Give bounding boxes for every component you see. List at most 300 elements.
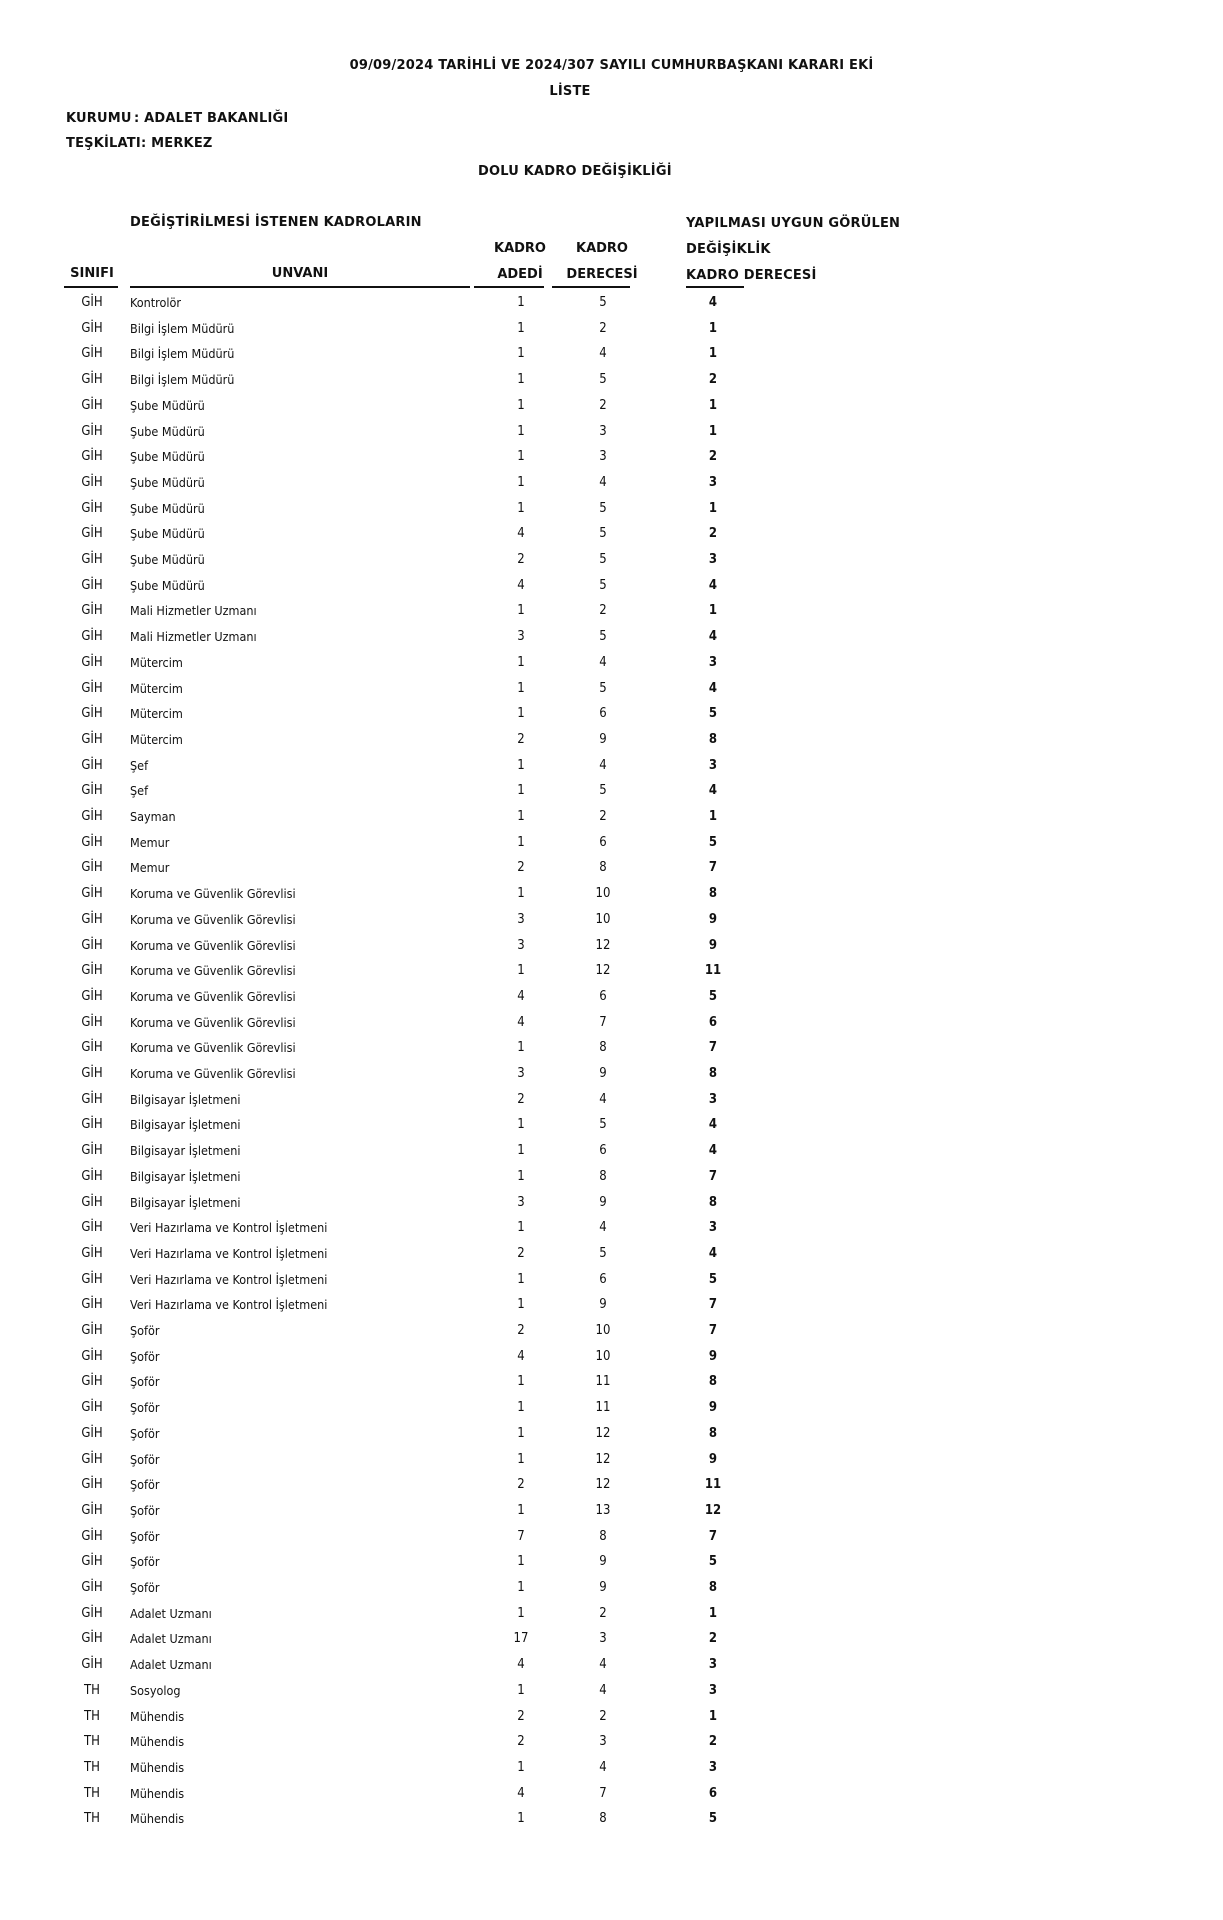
row-unvani: Kontrolör: [130, 295, 182, 310]
row-degisiklik-derecesi: 1: [708, 809, 718, 824]
row-kadro-adedi: 1: [517, 834, 525, 850]
row-degisiklik-derecesi: 7: [708, 1323, 718, 1338]
row-degisiklik-derecesi: 4: [708, 577, 718, 593]
row-kadro-derecesi: 5: [599, 1245, 607, 1261]
table-row: [0, 1344, 1223, 1369]
row-kadro-adedi: 1: [517, 603, 525, 619]
right-group-title-2: DEĞİŞİKLİK: [686, 242, 771, 257]
row-unvani: Şoför: [130, 1580, 160, 1595]
col-derecesi: DERECESİ: [566, 267, 638, 282]
row-kadro-derecesi: 5: [599, 500, 607, 516]
table-row: [0, 1549, 1223, 1574]
row-kadro-derecesi: 9: [599, 1297, 607, 1313]
row-sinifi: GİH: [81, 783, 103, 799]
right-group-title-1: YAPILMASI UYGUN GÖRÜLEN: [686, 216, 901, 231]
row-sinifi: TH: [84, 1682, 100, 1698]
row-kadro-adedi: 1: [517, 500, 525, 516]
row-sinifi: GİH: [81, 1194, 103, 1210]
row-kadro-derecesi: 8: [599, 860, 607, 876]
row-unvani: Adalet Uzmanı: [130, 1631, 212, 1647]
row-sinifi: GİH: [81, 1451, 103, 1467]
row-kadro-derecesi: 5: [599, 295, 607, 310]
row-unvani: Şube Müdürü: [130, 397, 205, 413]
table-row: [0, 1267, 1223, 1292]
row-unvani: Sosyolog: [130, 1682, 181, 1698]
row-sinifi: GİH: [81, 1477, 103, 1493]
teskilati-value: : MERKEZ: [141, 136, 213, 151]
row-kadro-derecesi: 4: [599, 1091, 607, 1107]
table-row: [0, 907, 1223, 932]
row-sinifi: GİH: [81, 552, 103, 567]
row-kadro-adedi: 3: [517, 629, 525, 645]
row-unvani: Mühendis: [130, 1811, 185, 1827]
row-degisiklik-derecesi: 3: [708, 1220, 718, 1236]
row-unvani: Şube Müdürü: [130, 500, 205, 516]
row-sinifi: GİH: [81, 988, 103, 1004]
row-kadro-derecesi: 7: [599, 1014, 607, 1030]
row-unvani: Şoför: [130, 1348, 160, 1364]
row-sinifi: GİH: [81, 1425, 103, 1441]
table-row: [0, 881, 1223, 906]
table-row: [0, 1421, 1223, 1446]
row-kadro-derecesi: 12: [595, 963, 611, 979]
table-row: [0, 1010, 1223, 1035]
document-subtitle: LİSTE: [549, 84, 591, 99]
row-kadro-derecesi: 13: [595, 1502, 611, 1518]
row-degisiklik-derecesi: 3: [708, 552, 718, 567]
row-degisiklik-derecesi: 8: [708, 1194, 718, 1210]
row-unvani: Şoför: [130, 1554, 160, 1570]
row-kadro-derecesi: 10: [595, 1348, 611, 1364]
row-sinifi: GİH: [81, 1374, 103, 1390]
table-row: [0, 855, 1223, 880]
table-row: [0, 1215, 1223, 1240]
row-unvani: Şube Müdürü: [130, 474, 205, 490]
row-kadro-derecesi: 8: [599, 1811, 607, 1827]
row-unvani: Mali Hizmetler Uzmanı: [130, 603, 257, 619]
row-sinifi: GİH: [81, 1605, 103, 1621]
row-kadro-adedi: 3: [517, 911, 525, 927]
row-unvani: Şoför: [130, 1451, 160, 1467]
row-kadro-adedi: 1: [517, 1040, 525, 1056]
row-sinifi: GİH: [81, 295, 103, 310]
row-unvani: Adalet Uzmanı: [130, 1605, 212, 1621]
rule-adedi: [474, 286, 544, 288]
row-kadro-adedi: 1: [517, 1168, 525, 1184]
row-kadro-derecesi: 6: [599, 706, 607, 722]
row-kadro-derecesi: 3: [599, 423, 607, 439]
row-sinifi: GİH: [81, 397, 103, 413]
document-title: 09/09/2024 TARİHLİ VE 2024/307 SAYILI CUMHURBAŞKANI KARARI EKİ: [349, 58, 874, 73]
row-degisiklik-derecesi: 8: [708, 1580, 718, 1595]
row-kadro-derecesi: 6: [599, 1143, 607, 1159]
row-sinifi: GİH: [81, 809, 103, 824]
row-unvani: Koruma ve Güvenlik Görevlisi: [130, 963, 296, 979]
row-kadro-derecesi: 2: [599, 397, 607, 413]
row-kadro-adedi: 2: [517, 1734, 525, 1750]
row-kadro-adedi: 1: [517, 397, 525, 413]
row-sinifi: GİH: [81, 680, 103, 696]
row-kadro-derecesi: 3: [599, 1631, 607, 1647]
col-kadro-1: KADRO: [494, 241, 546, 256]
table-row: [0, 1575, 1223, 1600]
row-unvani: Memur: [130, 860, 170, 876]
row-sinifi: GİH: [81, 706, 103, 722]
row-sinifi: GİH: [81, 1400, 103, 1416]
row-sinifi: GİH: [81, 320, 103, 336]
row-unvani: Mühendis: [130, 1734, 185, 1750]
row-kadro-derecesi: 2: [599, 809, 607, 824]
row-degisiklik-derecesi: 11: [704, 1477, 722, 1493]
row-kadro-adedi: 1: [517, 1451, 525, 1467]
row-kadro-derecesi: 4: [599, 1759, 607, 1775]
row-kadro-adedi: 1: [517, 1759, 525, 1775]
row-degisiklik-derecesi: 1: [708, 1708, 718, 1724]
row-unvani: Mali Hizmetler Uzmanı: [130, 629, 257, 645]
row-kadro-adedi: 2: [517, 1708, 525, 1724]
row-kadro-derecesi: 5: [599, 577, 607, 593]
rule-unvani: [130, 286, 470, 288]
row-degisiklik-derecesi: 6: [708, 1785, 718, 1801]
table-row: [0, 444, 1223, 469]
table-row: [0, 804, 1223, 829]
row-sinifi: GİH: [81, 937, 103, 953]
row-degisiklik-derecesi: 12: [704, 1502, 722, 1518]
table-row: [0, 1704, 1223, 1729]
row-degisiklik-derecesi: 2: [708, 1631, 718, 1647]
row-kadro-adedi: 2: [517, 1245, 525, 1261]
row-unvani: Bilgisayar İşletmeni: [130, 1143, 241, 1159]
row-kadro-derecesi: 9: [599, 731, 607, 747]
row-degisiklik-derecesi: 4: [708, 1117, 718, 1133]
table-row: [0, 573, 1223, 598]
row-degisiklik-derecesi: 5: [708, 1554, 718, 1570]
row-kadro-adedi: 3: [517, 1194, 525, 1210]
col-sinifi: SINIFI: [70, 266, 114, 281]
row-degisiklik-derecesi: 6: [708, 1014, 718, 1030]
row-kadro-adedi: 17: [513, 1631, 529, 1647]
table-row: [0, 1241, 1223, 1266]
row-kadro-derecesi: 2: [599, 603, 607, 619]
row-kadro-derecesi: 6: [599, 834, 607, 850]
row-kadro-adedi: 2: [517, 1323, 525, 1338]
row-kadro-derecesi: 9: [599, 1194, 607, 1210]
row-unvani: Memur: [130, 834, 170, 850]
row-kadro-derecesi: 6: [599, 1271, 607, 1287]
row-sinifi: GİH: [81, 963, 103, 979]
row-kadro-derecesi: 12: [595, 1477, 611, 1493]
table-row: [0, 984, 1223, 1009]
table-row: [0, 496, 1223, 521]
col-adedi: ADEDİ: [497, 267, 543, 282]
table-row: [0, 676, 1223, 701]
row-degisiklik-derecesi: 5: [708, 988, 718, 1004]
row-kadro-adedi: 1: [517, 1271, 525, 1287]
row-unvani: Mütercim: [130, 654, 183, 670]
row-sinifi: GİH: [81, 1631, 103, 1647]
row-degisiklik-derecesi: 8: [708, 731, 718, 747]
row-degisiklik-derecesi: 3: [708, 1091, 718, 1107]
row-kadro-adedi: 1: [517, 1811, 525, 1827]
row-degisiklik-derecesi: 8: [708, 1374, 718, 1390]
row-sinifi: GİH: [81, 860, 103, 876]
row-kadro-derecesi: 4: [599, 1657, 607, 1673]
row-sinifi: GİH: [81, 1323, 103, 1338]
row-degisiklik-derecesi: 1: [708, 320, 718, 336]
row-kadro-adedi: 1: [517, 783, 525, 799]
row-unvani: Veri Hazırlama ve Kontrol İşletmeni: [130, 1245, 328, 1261]
row-degisiklik-derecesi: 5: [708, 1811, 718, 1827]
row-sinifi: GİH: [81, 449, 103, 465]
row-kadro-derecesi: 2: [599, 1708, 607, 1724]
row-sinifi: GİH: [81, 1014, 103, 1030]
row-kadro-adedi: 1: [517, 295, 525, 310]
row-sinifi: GİH: [81, 1168, 103, 1184]
row-unvani: Veri Hazırlama ve Kontrol İşletmeni: [130, 1297, 328, 1313]
row-degisiklik-derecesi: 7: [708, 1528, 718, 1544]
row-sinifi: GİH: [81, 526, 103, 542]
row-degisiklik-derecesi: 1: [708, 397, 718, 413]
row-unvani: Veri Hazırlama ve Kontrol İşletmeni: [130, 1220, 328, 1236]
row-degisiklik-derecesi: 8: [708, 886, 718, 902]
row-kadro-derecesi: 10: [595, 886, 611, 902]
row-kadro-derecesi: 4: [599, 757, 607, 773]
row-sinifi: GİH: [81, 1554, 103, 1570]
col-unvani: UNVANI: [271, 266, 329, 281]
row-sinifi: GİH: [81, 1528, 103, 1544]
row-unvani: Şube Müdürü: [130, 552, 205, 567]
row-sinifi: TH: [84, 1785, 100, 1801]
row-unvani: Mühendis: [130, 1759, 185, 1775]
table-row: [0, 1395, 1223, 1420]
row-unvani: Mütercim: [130, 731, 183, 747]
table-row: [0, 958, 1223, 983]
row-sinifi: GİH: [81, 423, 103, 439]
row-kadro-derecesi: 5: [599, 552, 607, 567]
table-row: [0, 753, 1223, 778]
row-kadro-derecesi: 9: [599, 1554, 607, 1570]
row-kadro-derecesi: 4: [599, 346, 607, 362]
table-row: [0, 1292, 1223, 1317]
col-kadro-2: KADRO: [576, 241, 628, 256]
table-row: [0, 1678, 1223, 1703]
row-degisiklik-derecesi: 5: [708, 1271, 718, 1287]
row-degisiklik-derecesi: 2: [708, 372, 718, 388]
row-sinifi: GİH: [81, 1220, 103, 1236]
row-kadro-derecesi: 11: [595, 1374, 611, 1390]
row-kadro-adedi: 1: [517, 346, 525, 362]
row-unvani: Bilgi İşlem Müdürü: [130, 320, 235, 336]
row-kadro-derecesi: 7: [599, 1785, 607, 1801]
table-row: [0, 1190, 1223, 1215]
row-unvani: Adalet Uzmanı: [130, 1657, 212, 1673]
table-row: [0, 933, 1223, 958]
table-row: [0, 1472, 1223, 1497]
row-kadro-derecesi: 5: [599, 680, 607, 696]
row-degisiklik-derecesi: 2: [708, 449, 718, 465]
row-degisiklik-derecesi: 7: [708, 1297, 718, 1313]
row-degisiklik-derecesi: 4: [708, 783, 718, 799]
row-kadro-adedi: 4: [517, 1785, 525, 1801]
row-unvani: Şoför: [130, 1477, 160, 1493]
table-row: [0, 547, 1223, 572]
table-row: [0, 1138, 1223, 1163]
row-unvani: Koruma ve Güvenlik Görevlisi: [130, 886, 296, 902]
row-degisiklik-derecesi: 9: [708, 911, 718, 927]
row-unvani: Koruma ve Güvenlik Görevlisi: [130, 988, 296, 1004]
right-group-title-3: KADRO DERECESİ: [686, 268, 817, 283]
row-degisiklik-derecesi: 9: [708, 1348, 718, 1364]
row-degisiklik-derecesi: 4: [708, 1245, 718, 1261]
row-kadro-adedi: 3: [517, 937, 525, 953]
row-kadro-adedi: 1: [517, 757, 525, 773]
row-sinifi: GİH: [81, 886, 103, 902]
row-unvani: Şef: [130, 757, 149, 773]
row-sinifi: GİH: [81, 1297, 103, 1313]
row-kadro-adedi: 1: [517, 372, 525, 388]
row-kadro-adedi: 4: [517, 1348, 525, 1364]
row-unvani: Şube Müdürü: [130, 423, 205, 439]
row-unvani: Bilgisayar İşletmeni: [130, 1168, 241, 1184]
row-degisiklik-derecesi: 11: [704, 963, 722, 979]
row-unvani: Şube Müdürü: [130, 449, 205, 465]
row-kadro-adedi: 4: [517, 577, 525, 593]
table-row: [0, 1061, 1223, 1086]
row-unvani: Koruma ve Güvenlik Görevlisi: [130, 1014, 296, 1030]
table-row: [0, 778, 1223, 803]
row-degisiklik-derecesi: 9: [708, 1451, 718, 1467]
row-kadro-derecesi: 3: [599, 449, 607, 465]
row-degisiklik-derecesi: 9: [708, 937, 718, 953]
row-degisiklik-derecesi: 2: [708, 1734, 718, 1750]
row-degisiklik-derecesi: 1: [708, 423, 718, 439]
row-kadro-adedi: 1: [517, 320, 525, 336]
row-sinifi: TH: [84, 1708, 100, 1724]
row-kadro-adedi: 1: [517, 680, 525, 696]
table-row: [0, 1755, 1223, 1780]
table-row: [0, 727, 1223, 752]
table-row: [0, 1087, 1223, 1112]
row-kadro-derecesi: 12: [595, 937, 611, 953]
row-unvani: Koruma ve Güvenlik Görevlisi: [130, 911, 296, 927]
table-row: [0, 1806, 1223, 1831]
table-row: [0, 1626, 1223, 1651]
row-unvani: Mütercim: [130, 680, 183, 696]
row-unvani: Şef: [130, 783, 149, 799]
row-degisiklik-derecesi: 3: [708, 1682, 718, 1698]
row-kadro-derecesi: 10: [595, 1323, 611, 1338]
row-kadro-adedi: 3: [517, 1066, 525, 1081]
row-kadro-adedi: 1: [517, 1682, 525, 1698]
row-degisiklik-derecesi: 5: [708, 706, 718, 722]
row-degisiklik-derecesi: 7: [708, 1040, 718, 1056]
row-degisiklik-derecesi: 7: [708, 860, 718, 876]
table-row: [0, 624, 1223, 649]
row-sinifi: GİH: [81, 1271, 103, 1287]
table-row: [0, 1498, 1223, 1523]
row-sinifi: GİH: [81, 911, 103, 927]
row-kadro-adedi: 1: [517, 1297, 525, 1313]
table-row: [0, 367, 1223, 392]
row-kadro-adedi: 1: [517, 1374, 525, 1390]
row-degisiklik-derecesi: 3: [708, 1759, 718, 1775]
row-sinifi: GİH: [81, 346, 103, 362]
table-row: [0, 393, 1223, 418]
row-sinifi: GİH: [81, 1657, 103, 1673]
table-row: [0, 1781, 1223, 1806]
row-unvani: Sayman: [130, 809, 176, 824]
row-kadro-derecesi: 8: [599, 1040, 607, 1056]
row-sinifi: GİH: [81, 757, 103, 773]
row-kadro-adedi: 1: [517, 886, 525, 902]
row-sinifi: GİH: [81, 1091, 103, 1107]
table-row: [0, 470, 1223, 495]
row-kadro-adedi: 1: [517, 1143, 525, 1159]
row-kadro-adedi: 1: [517, 474, 525, 490]
table-row: [0, 1112, 1223, 1137]
row-unvani: Şube Müdürü: [130, 526, 205, 542]
row-kadro-derecesi: 2: [599, 320, 607, 336]
row-kadro-adedi: 1: [517, 1220, 525, 1236]
row-unvani: Bilgisayar İşletmeni: [130, 1091, 241, 1107]
row-degisiklik-derecesi: 4: [708, 1143, 718, 1159]
row-kadro-adedi: 4: [517, 526, 525, 542]
row-kadro-adedi: 1: [517, 423, 525, 439]
row-kadro-adedi: 1: [517, 1117, 525, 1133]
row-degisiklik-derecesi: 1: [708, 500, 718, 516]
table-row: [0, 598, 1223, 623]
row-kadro-adedi: 4: [517, 988, 525, 1004]
row-kadro-adedi: 1: [517, 1400, 525, 1416]
row-sinifi: TH: [84, 1811, 100, 1827]
table-row: [0, 701, 1223, 726]
row-sinifi: GİH: [81, 834, 103, 850]
row-kadro-adedi: 2: [517, 731, 525, 747]
row-degisiklik-derecesi: 1: [708, 1605, 718, 1621]
row-kadro-derecesi: 5: [599, 783, 607, 799]
row-unvani: Koruma ve Güvenlik Görevlisi: [130, 1066, 296, 1081]
row-degisiklik-derecesi: 4: [708, 295, 718, 310]
row-kadro-derecesi: 4: [599, 474, 607, 490]
row-kadro-derecesi: 5: [599, 372, 607, 388]
row-kadro-adedi: 4: [517, 1657, 525, 1673]
kurumu-label: KURUMU: [66, 111, 132, 126]
row-unvani: Şoför: [130, 1502, 160, 1518]
row-kadro-derecesi: 4: [599, 1220, 607, 1236]
row-kadro-adedi: 2: [517, 860, 525, 876]
row-kadro-adedi: 1: [517, 449, 525, 465]
row-degisiklik-derecesi: 7: [708, 1168, 718, 1184]
table-row: [0, 650, 1223, 675]
teskilati-label: TEŞKİLATI: [66, 136, 141, 151]
row-unvani: Mühendis: [130, 1785, 185, 1801]
row-sinifi: GİH: [81, 1245, 103, 1261]
row-sinifi: GİH: [81, 577, 103, 593]
row-kadro-adedi: 4: [517, 1014, 525, 1030]
row-degisiklik-derecesi: 3: [708, 1657, 718, 1673]
row-unvani: Şoför: [130, 1400, 160, 1416]
row-sinifi: GİH: [81, 1348, 103, 1364]
row-unvani: Şoför: [130, 1323, 160, 1338]
table-row: [0, 341, 1223, 366]
row-kadro-derecesi: 3: [599, 1734, 607, 1750]
table-row: [0, 1164, 1223, 1189]
left-group-title: DEĞİŞTİRİLMESİ İSTENEN KADROLARIN: [130, 215, 422, 230]
row-sinifi: TH: [84, 1759, 100, 1775]
row-kadro-derecesi: 5: [599, 629, 607, 645]
row-kadro-derecesi: 11: [595, 1400, 611, 1416]
table-row: [0, 1318, 1223, 1343]
